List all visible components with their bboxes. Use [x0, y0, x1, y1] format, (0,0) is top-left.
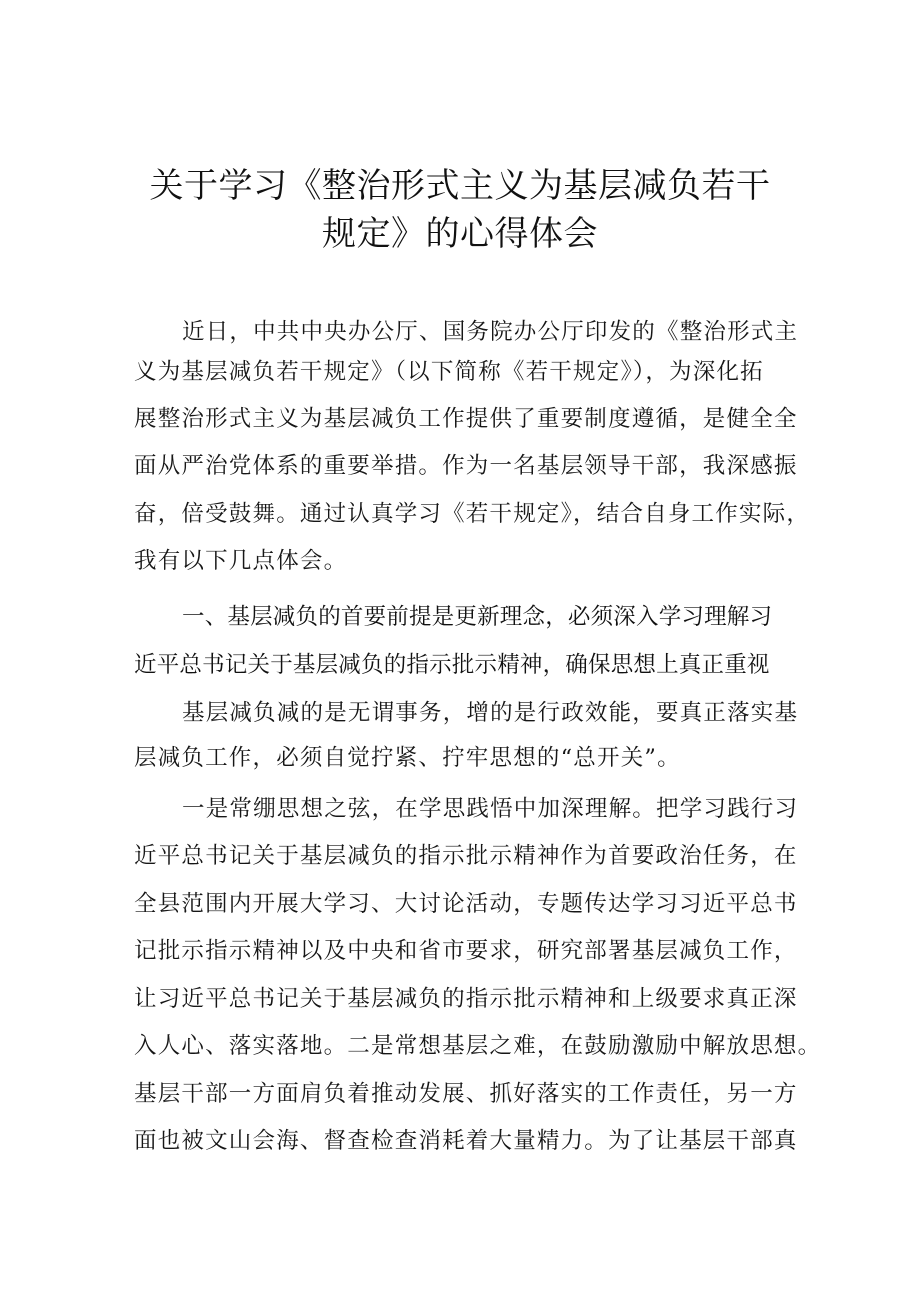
paragraph-1-line-6: 我有以下几点体会。	[134, 548, 348, 574]
paragraph-1-line-1: 近日，中共中央办公厅、国务院办公厅印发的《整治形式主	[182, 319, 799, 345]
paragraph-1-line-5: 奋，倍受鼓舞。通过认真学习《若干规定》，结合自身工作实际，	[134, 501, 811, 527]
paragraph-2-line-2: 层减负工作，必须自觉拧紧、拧牢思想的“总开关”。	[134, 745, 681, 771]
paragraph-2-line-1: 基层减负减的是无谓事务，增的是行政效能，要真正落实基	[182, 700, 799, 726]
paragraph-1-line-3: 展整治形式主义为基层减负工作提供了重要制度遵循，是健全全	[134, 406, 798, 432]
paragraph-3-line-5: 让习近平总书记关于基层减负的指示批示精神和上级要求真正深	[134, 986, 798, 1012]
paragraph-3-line-4: 记批示指示精神以及中央和省市要求，研究部署基层减负工作，	[134, 938, 798, 964]
paragraph-3-line-1: 一是常绷思想之弦，在学思践悟中加深理解。把学习践行习	[182, 796, 799, 822]
paragraph-3-line-3: 全县范围内开展大学习、大讨论活动，专题传达学习习近平总书	[134, 891, 798, 917]
paragraph-3-line-8: 面也被文山会海、督查检查消耗着大量精力。为了让基层干部真	[134, 1128, 798, 1154]
section-heading-1-line-2: 近平总书记关于基层减负的指示批示精神，确保思想上真正重视	[134, 652, 770, 678]
paragraph-1-line-2: 义为基层减负若干规定》（以下简称《若干规定》），为深化拓	[134, 359, 764, 385]
paragraph-3-line-6: 入人心、落实落地。二是常想基层之难，在鼓励激励中解放思想。	[134, 1033, 822, 1059]
document-title-line-1: 关于学习《整治形式主义为基层减负若干	[149, 166, 771, 206]
paragraph-1-line-4: 面从严治党体系的重要举措。作为一名基层领导干部，我深感振	[134, 453, 798, 479]
paragraph-3-line-2: 近平总书记关于基层减负的指示批示精神作为首要政治任务，在	[134, 843, 798, 869]
paragraph-3-line-7: 基层干部一方面肩负着推动发展、抓好落实的工作责任，另一方	[134, 1081, 798, 1107]
document-title-line-2: 规定》的心得体会	[322, 214, 598, 254]
section-heading-1-line-1: 一、基层减负的首要前提是更新理念，必须深入学习理解习	[182, 604, 773, 630]
